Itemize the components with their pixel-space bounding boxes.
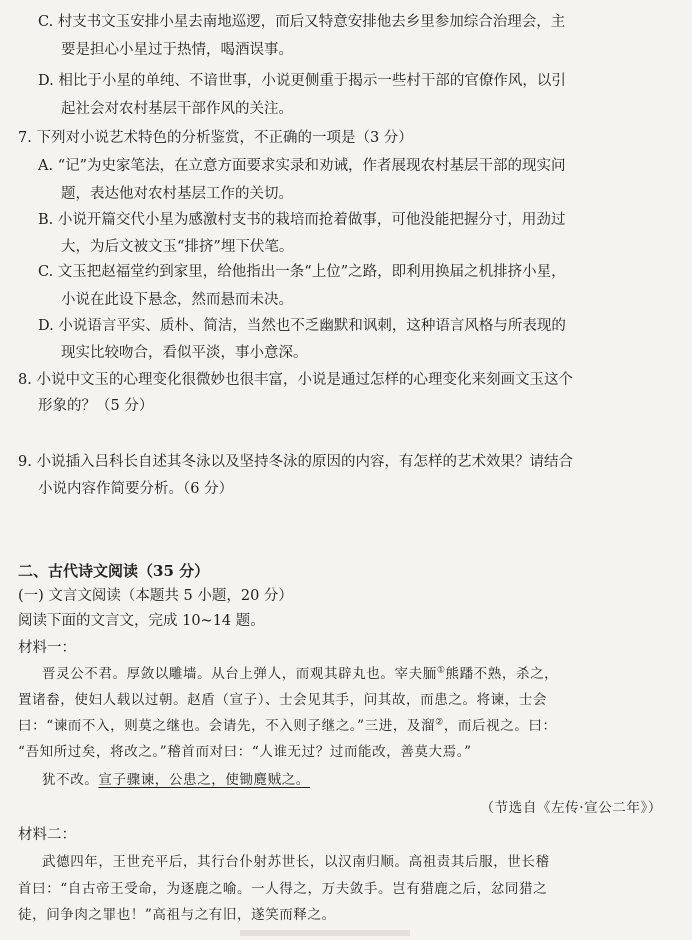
material2-line1: 武德四年，王世充平后，其行台仆射苏世长，以汉南归顺。高祖责其后服，世长稽 — [42, 854, 550, 870]
q7-stem: 7. 下列对小说艺术特色的分析鉴赏，不正确的一项是（3 分） — [18, 130, 413, 146]
material1-line3-part1: 曰：“谏而不入，则莫之继也。会请先，不入则子继之。”三进，及溜 — [18, 718, 436, 734]
q7-option-b-line1: B. 小说开篇交代小星为感激村支书的栽培而抢着做事，可他没能把握分寸，用劲过 — [38, 212, 566, 228]
page-footer-fade — [240, 930, 410, 936]
section2-instruction: 阅读下面的文言文，完成 10~14 题。 — [18, 613, 265, 629]
underlined-sentence: 宣子骤谏，公患之，使锄麑贼之。 — [98, 772, 310, 788]
q7-option-a-line2: 题，表达他对农村基层工作的关切。 — [61, 186, 293, 202]
q7-option-a-line1: A. “记”为史家笔法，在立意方面要求实录和劝诫，作者展现农村基层干部的现实问 — [38, 158, 566, 174]
q7-option-c-line2: 小说在此设下悬念，然而悬而未决。 — [61, 292, 293, 308]
q6-option-c-line1: C. 村支书文玉安排小星去南地巡逻，而后又特意安排他去乡里参加综合治理会，主 — [38, 14, 566, 30]
q9-line2: 小说内容作简要分析。（6 分） — [38, 481, 234, 497]
q8-line2: 形象的？（5 分） — [38, 398, 154, 414]
q8-line1: 8. 小说中文玉的心理变化很微妙也很丰富，小说是通过怎样的心理变化来刻画文玉这个 — [18, 372, 573, 388]
material1-source: （节选自《左传·宣公二年》） — [480, 800, 662, 816]
q6-option-d-line1: D. 相比于小星的单纯、不谙世事，小说更侧重于揭示一些村干部的官僚作风，以引 — [38, 73, 566, 89]
material1-line3-part2: ，而后视之。曰： — [443, 718, 557, 734]
material1-label: 材料一： — [18, 640, 76, 656]
material2-label: 材料二： — [18, 827, 76, 843]
section2-title: 二、古代诗文阅读（35 分） — [18, 562, 210, 580]
q7-option-b-line2: 大，为后文被文玉“排挤”埋下伏笔。 — [61, 239, 294, 255]
material2-line3: 徒，问争肉之罪也！”高祖与之有旧，遂笑而释之。 — [18, 907, 336, 923]
section2-subtitle: (一) 文言文阅读（本题共 5 小题，20 分） — [18, 588, 293, 604]
material1-line1-part1: 晋灵公不君。厚敛以雕墙。从台上弹人，而观其辟丸也。宰夫胹 — [42, 666, 437, 682]
q9-line1: 9. 小说插入吕科长自述其冬泳以及坚持冬泳的原因的内容，有怎样的艺术效果？请结合 — [18, 454, 573, 470]
material1-line5-part1: 犹不改。 — [42, 772, 99, 788]
q6-option-c-line2: 要是担心小星过于热情，喝酒误事。 — [61, 42, 293, 58]
material2-line2: 首曰：“自古帝王受命，为逐鹿之喻。一人得之，万夫敛手。岂有猎鹿之后，忿同猎之 — [18, 881, 548, 897]
q7-option-d-line1: D. 小说语言平实、质朴、简洁，当然也不乏幽默和讽刺，这种语言风格与所表现的 — [38, 318, 566, 334]
material1-line1 — [42, 664, 558, 684]
footnote-marker-1: ① — [436, 665, 446, 676]
material1-line3 — [18, 716, 557, 736]
material1-line4: “吾知所过矣，将改之。”稽首而对曰：“人谁无过？过而能改，善莫大焉。” — [18, 744, 472, 760]
material1-line1-part2: 熊蹯不熟，杀之， — [445, 666, 559, 682]
q6-option-d-line2: 起社会对农村基层干部作风的关注。 — [61, 101, 293, 117]
footnote-marker-2: ② — [435, 717, 444, 728]
q7-option-c-line1: C. 文玉把赵福堂约到家里，给他指出一条“上位”之路，即利用换届之机排挤小星， — [38, 264, 566, 280]
q7-option-d-line2: 现实比较吻合，看似平淡，事小意深。 — [61, 345, 308, 361]
material1-line5 — [42, 770, 310, 790]
material1-line2: 置诸畚，使妇人载以过朝。赵盾（宣子）、士会见其手，问其故，而患之。将谏，士会 — [18, 692, 548, 708]
